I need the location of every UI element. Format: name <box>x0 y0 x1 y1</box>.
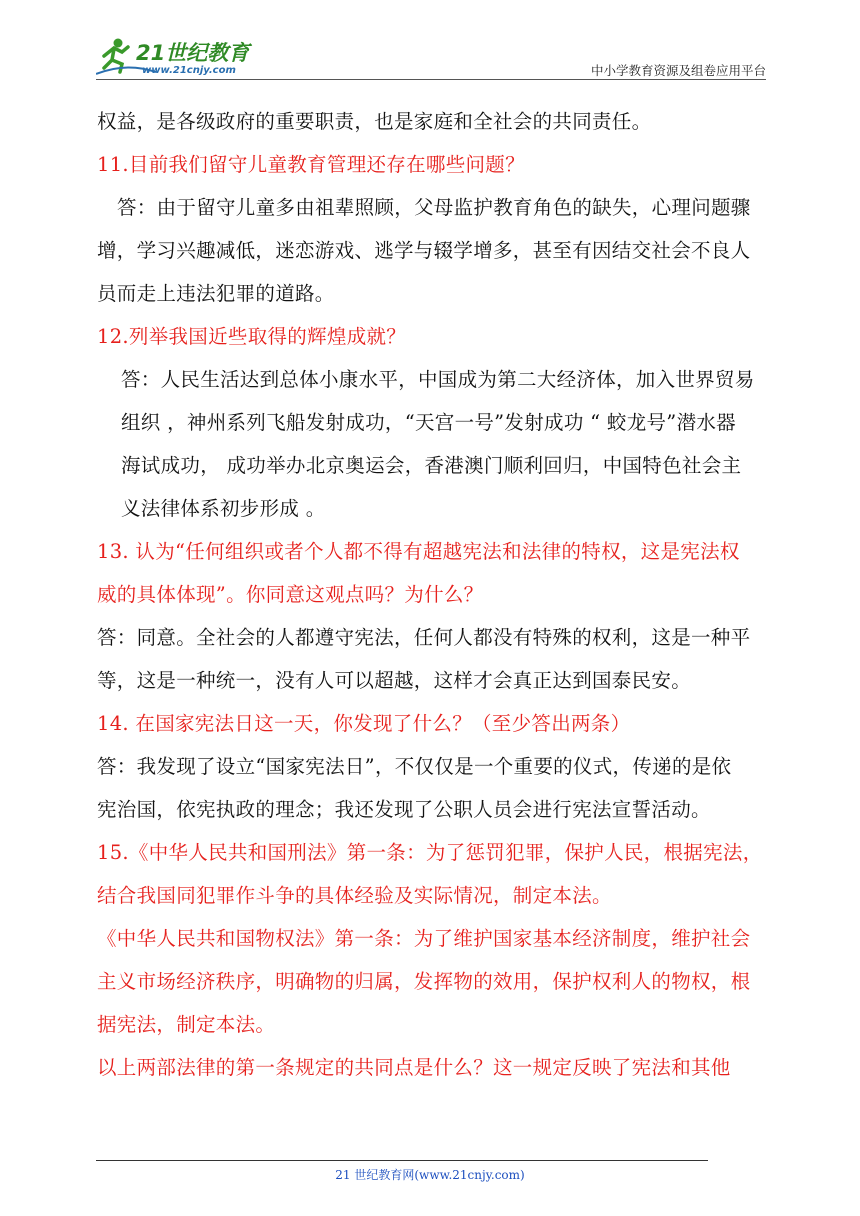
answer-12-line: 义法律体系初步形成 。 <box>121 497 326 520</box>
question-15: 《中华人民共和国物权法》第一条：为了维护国家基本经济制度，维护社会 <box>97 927 751 950</box>
answer-12-line: 海试成功， 成功举办北京奥运会，香港澳门顺利回归，中国特色社会主 <box>121 454 742 477</box>
document-body <box>97 100 765 1089</box>
question-12: 12.列举我国近些取得的辉煌成就？ <box>97 325 407 348</box>
question-15: 主义市场经济秩序，明确物的归属，发挥物的效用，保护权利人的物权，根 <box>97 970 751 993</box>
answer-13-line: 答：同意。全社会的人都遵守宪法，任何人都没有特殊的权利，这是一种平 <box>97 626 751 649</box>
logo-21cnjy <box>96 36 266 78</box>
answer-11-line: 增，学习兴趣减低，迷恋游戏、逃学与辍学增多，甚至有因结交社会不良人 <box>97 239 751 262</box>
header-divider <box>96 79 766 80</box>
footer-source: 21 世纪教育网(www.21cnjy.com) <box>335 1168 525 1182</box>
question-13: 13. 认为“任何组织或者个人都不得有超越宪法和法律的特权，这是宪法权 <box>97 540 740 563</box>
answer-11-line: 员而走上违法犯罪的道路。 <box>97 282 335 305</box>
answer-13-line: 等，这是一种统一，没有人可以超越，这样才会真正达到国泰民安。 <box>97 669 692 692</box>
logo-brand-text: 21世纪教育 <box>136 41 250 65</box>
answer-11-line: 答：由于留守儿童多由祖辈照顾，父母监护教育角色的缺失，心理问题骤 <box>117 196 751 219</box>
footer-divider <box>96 1160 708 1161</box>
answer-14-line: 答：我发现了设立“国家宪法日”，不仅仅是一个重要的仪式，传递的是依 <box>97 755 732 778</box>
question-11: 11.目前我们留守儿童教育管理还存在哪些问题？ <box>97 153 525 176</box>
logo-url-text: www.21cnjy.com <box>142 65 236 76</box>
platform-label: 中小学教育资源及组卷应用平台 <box>590 63 766 78</box>
answer-14-line: 宪治国，依宪执政的理念；我还发现了公职人员会进行宪法宣誓活动。 <box>97 798 711 821</box>
question-14: 14. 在国家宪法日这一天，你发现了什么？（至少答出两条） <box>97 712 631 735</box>
question-15: 据宪法，制定本法。 <box>97 1013 276 1036</box>
page-header <box>96 30 766 80</box>
paragraph: 权益，是各级政府的重要职责，也是家庭和全社会的共同责任。 <box>97 110 652 133</box>
question-13: 威的具体体现”。你同意这观点吗？为什么？ <box>97 583 484 606</box>
question-15: 结合我国同犯罪作斗争的具体经验及实际情况，制定本法。 <box>97 884 612 907</box>
question-15: 15.《中华人民共和国刑法》第一条：为了惩罚犯罪，保护人民，根据宪法， <box>97 841 763 864</box>
question-15: 以上两部法律的第一条规定的共同点是什么？这一规定反映了宪法和其他 <box>97 1056 731 1079</box>
answer-12-line: 组织 ，神州系列飞船发射成功，“天宫一号”发射成功 “ 蛟龙号”潜水器 <box>121 411 736 434</box>
answer-12-line: 答：人民生活达到总体小康水平，中国成为第二大经济体，加入世界贸易 <box>121 368 755 391</box>
